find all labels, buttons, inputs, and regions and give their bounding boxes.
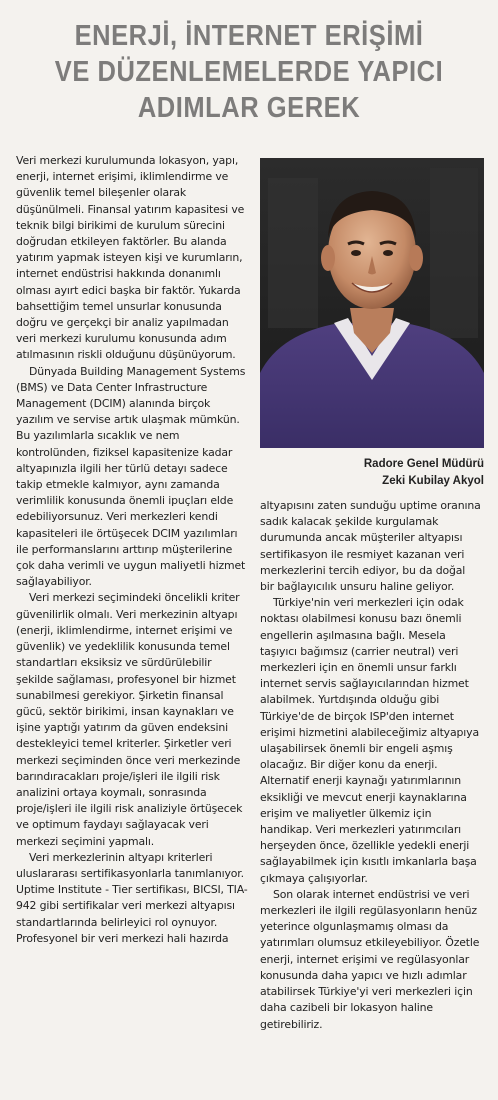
- caption-title: Radore Genel Müdürü: [363, 458, 484, 470]
- headline-line-1: ENERJİ, İNTERNET ERİŞİMİ: [74, 20, 424, 52]
- paragraph: Son olarak internet endüstrisi ve veri merkezleri ile ilgili regülasyonların henüz yeterince olgunlaşmamış olması da yatırımları olumsuz etkileyebiliyor. Özetle enerji, internet erişimi ve regülasyonlar konusunda daha yapıcı ve hızlı adımlar atabilirsek Türkiye'yi veri merkezleri için daha cazibeli bir lokasyon haline getirebiliriz.: [260, 887, 480, 1031]
- caption-name: Zeki Kubilay Akyol: [382, 475, 484, 487]
- article-column-left: [16, 153, 248, 947]
- paragraph: Veri merkezlerinin altyapı kriterleri uluslararası sertifikasyonlarla tanımlanıyor. Uptime Institute - Tier sertifikası, BICSI, TIA-942 gibi sertifikalar veri merkezi altyapısı standartlarında belirleyici rol oynuyor. Profesyonel bir veri merkezi hali hazırda: [16, 850, 248, 945]
- paragraph: Türkiye'nin veri merkezleri için odak noktası olabilmesi konusu bazı önemli engellerin aşılmasına bağlı. Mesela taşıyıcı bağımsız (carrier neutral) veri merkezleri için en önemli unsur farklı internet servis sağlayıcılarından hizmet alabilmek. Yurtdışında olduğu gibi Türkiye'de de birçok ISP'den internet erişimi hizmetini alabileceğimiz altyapıya ulaşabilirsek önemli bir engeli aşmış olacağız. Bir diğer konu da enerji. Alternatif enerji kaynağı yatırımlarının eksikliği ve mevcut enerji kaynaklarına erişim ve maliyetler ülkemiz için handikap. Veri merkezleri yatırımcıları herşeyden önce, özellikle yedekli enerji sağlayabilmek için kısıtlı imkanlarla başa çıkmaya çalışıyorlar.: [260, 596, 479, 885]
- paragraph: Veri merkezi seçimindeki öncelikli kriter güvenilirlik olmalı. Veri merkezinin altyapı (enerji, iklimlendirme, internet erişimi ve güvenlik) ve yedeklilik konusunda temel standartları eksiksiz ve sürdürülebilir şekilde sağlaması, profesyonel bir hizmet sunabilmesi gerekiyor. Şirketin finansal gücü, sektör birikimi, insan kaynakları ve işine yaptığı yatırım da güven endeksini destekleyici temel kriterler. Şirketler veri merkezi seçiminden önce veri merkezinde barındıracakları proje/işleri ile ilgili risk analizini ortaya koymalı, sonrasında proje/işleri ile ilgili risk analiziyle örtüşecek ve optimum faydayı sağlayacak veri merkezi seçimini yapmalı.: [16, 591, 243, 848]
- headline-line-3: ADIMLAR GEREK: [137, 92, 361, 124]
- portrait-illustration: [260, 158, 484, 448]
- paragraph: Veri merkezi kurulumunda lokasyon, yapı, enerji, internet erişimi, iklimlendirme ve güvenlik temel bileşenler olarak düşünülmeli. Finansal yatırım kapasitesi ve teknik bilgi birikimi de kurulum sürecini doğrudan etkileyen faktörler. Bu alanda yatırım yapmak isteyen kişi ve kurumların, internet endüstrisi hakkında donanımlı olması ayırt edici başka bir faktör. Yukarda bahsettiğim temel unsurlar konusunda doğru ve gerçekçi bir analiz yapılmadan veri merkezi kurulumu konusunda adım atılmasının riskli olduğunu düşünüyorum.: [16, 154, 245, 362]
- photo-caption: [260, 456, 484, 490]
- headline: [47, 18, 450, 126]
- headline-line-2: VE DÜZENLEMELERDE YAPICI: [54, 56, 444, 88]
- paragraph: altyapısını zaten sunduğu uptime oranına sadık kalacak şekilde kurgulamak durumunda ancak müşteriler altyapısı sertifikasyon ile resmiyet kazanan veri merkezlerini tercih ediyor, bu da doğal bir bağlayıcılık unsuru haline geliyor.: [260, 499, 481, 594]
- paragraph: Dünyada Building Management Systems (BMS) ve Data Center Infrastructure Management (DCIM) alanında birçok yazılım ve servise artık ulaşmak mümkün. Bu yazılımlarla sıcaklık ve nem kontrolünden, fiziksel kapasitenize kadar altyapınızla ilgili her türlü detayı sadece takip etmekle kalmıyor, aynı zamanda verimlilik konusunda önemli ipuçları elde edebiliyorsunuz. Veri merkezleri kendi kapasiteleri ile örtüşecek DCIM yazılımları ile performanslarını arttırıp müşterilerine çok daha verimli ve uygun maliyetli hizmet sağlayabiliyor.: [16, 364, 246, 589]
- portrait-photo: [260, 158, 484, 448]
- article-column-right: [260, 498, 482, 1033]
